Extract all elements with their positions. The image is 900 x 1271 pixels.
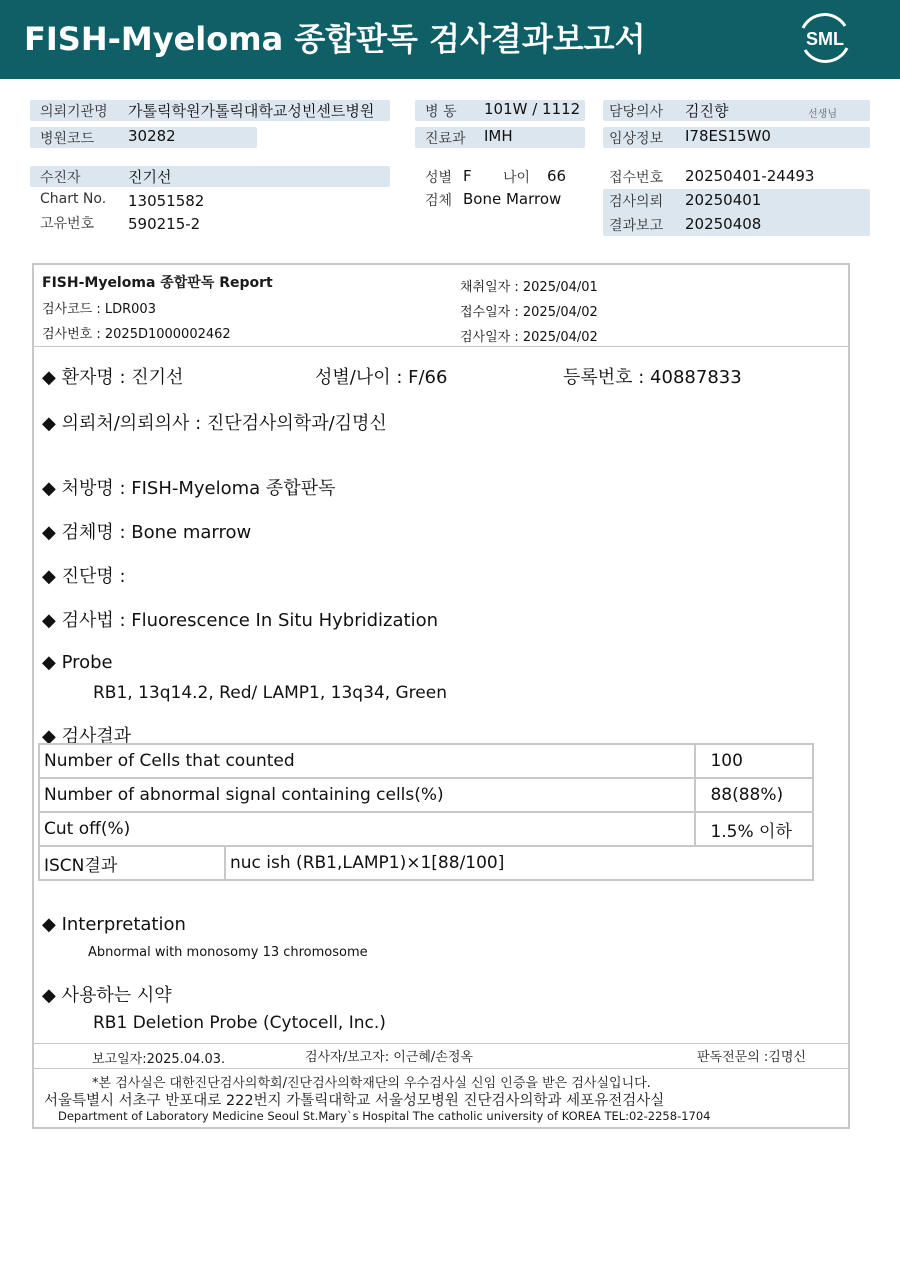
probe-heading-row bbox=[42, 652, 113, 673]
specimen-row bbox=[42, 518, 251, 544]
probe-text: RB1, 13q14.2, Red/ LAMP1, 13q34, Green bbox=[93, 683, 447, 703]
lab-address: 서울특별시 서초구 반포대로 222번지 가톨릭대학교 서울성모병원 진단검사의학과 세포유전검사실 bbox=[44, 1093, 665, 1109]
diamond-bullet: ◆ bbox=[42, 367, 56, 388]
hospital-code-value: 30282 bbox=[128, 127, 176, 145]
interpretation-heading: Interpretation bbox=[61, 914, 186, 935]
diamond-bullet: ◆ bbox=[42, 985, 56, 1006]
unique-label: 고유번호 bbox=[40, 216, 95, 232]
doctor-suffix: 선생님 bbox=[808, 109, 837, 120]
result-date-value: 20250408 bbox=[685, 215, 762, 233]
header-bar bbox=[0, 0, 900, 79]
result-table bbox=[38, 743, 814, 881]
report-header-divider bbox=[34, 346, 848, 347]
diamond-bullet: ◆ bbox=[42, 914, 56, 935]
institution-label: 의뢰기관명 bbox=[40, 104, 108, 120]
sml-logo bbox=[797, 12, 853, 64]
patient-value: 진기선 bbox=[128, 168, 172, 186]
ward-label: 병 동 bbox=[425, 104, 457, 120]
test-code: 검사코드 : LDR003 bbox=[42, 302, 156, 317]
patient-highlight bbox=[30, 166, 390, 187]
diamond-bullet: ◆ bbox=[42, 610, 56, 631]
cutoff-value: 1.5% 이하 bbox=[695, 812, 813, 846]
diamond-bullet: ◆ bbox=[42, 522, 56, 543]
chart-label: Chart No. bbox=[40, 191, 107, 207]
prescription-row bbox=[42, 474, 335, 500]
result-heading: 검사결과 bbox=[61, 726, 132, 747]
method-row bbox=[42, 606, 438, 632]
diamond-bullet: ◆ bbox=[42, 413, 56, 434]
report-date: 보고일자:2025.04.03. bbox=[92, 1052, 226, 1067]
sex-value: F bbox=[463, 167, 472, 185]
reagent-heading-row bbox=[42, 981, 172, 1007]
patient-label: 수진자 bbox=[40, 170, 81, 186]
tester: 검사자/보고자: 이근혜/손정옥 bbox=[305, 1050, 473, 1065]
patient-name-row bbox=[42, 363, 183, 389]
patient-name: 환자명 : 진기선 bbox=[61, 367, 184, 388]
cells-counted-value: 100 bbox=[695, 744, 813, 778]
department-english: Department of Laboratory Medicine Seoul St.Mary`s Hospital The catholic university of KOREA TEL:02-2258-1704 bbox=[58, 1109, 711, 1123]
specialist: 판독전문의 :김명신 bbox=[697, 1050, 806, 1065]
probe-heading: Probe bbox=[61, 652, 113, 673]
report-footer-divider-2 bbox=[34, 1068, 848, 1069]
referrer-row bbox=[42, 409, 387, 435]
specimen-name: 검체명 : Bone marrow bbox=[61, 522, 252, 543]
chart-value: 13051582 bbox=[128, 192, 205, 210]
diamond-bullet: ◆ bbox=[42, 652, 56, 673]
doctor-label: 담당의사 bbox=[609, 104, 664, 120]
reagent-heading: 사용하는 시약 bbox=[61, 985, 172, 1006]
logo-text: SML bbox=[806, 29, 844, 49]
dept-value: IMH bbox=[484, 127, 513, 145]
iscn-value: nuc ish (RB1,LAMP1)×1[88/100] bbox=[225, 846, 813, 880]
prescription: 처방명 : FISH-Myeloma 종합판독 bbox=[61, 478, 336, 499]
request-value: 20250401 bbox=[685, 191, 762, 209]
age-value: 66 bbox=[547, 167, 567, 185]
receipt-date: 접수일자 : 2025/04/02 bbox=[460, 305, 598, 320]
unique-value: 590215-2 bbox=[128, 215, 201, 233]
specimen-label: 검체 bbox=[425, 193, 453, 209]
institution-value: 가톨릭학원가톨릭대학교성빈센트병원 bbox=[128, 102, 375, 120]
table-row bbox=[39, 812, 813, 846]
interpretation-heading-row bbox=[42, 914, 186, 935]
test-method: 검사법 : Fluorescence In Situ Hybridization bbox=[61, 610, 439, 631]
abnormal-cells-label: Number of abnormal signal containing cells(%) bbox=[39, 778, 695, 812]
collect-date: 채취일자 : 2025/04/01 bbox=[460, 280, 598, 295]
age-label: 나이 bbox=[503, 170, 531, 186]
table-row bbox=[39, 778, 813, 812]
dept-label: 진료과 bbox=[425, 131, 466, 147]
diagnosis: 진단명 : bbox=[61, 566, 126, 587]
report-title: FISH-Myeloma 종합판독 Report bbox=[42, 275, 273, 291]
ward-value: 101W / 1112 bbox=[484, 100, 581, 118]
clinical-label: 임상정보 bbox=[609, 131, 664, 147]
sex-label: 성별 bbox=[425, 170, 453, 186]
test-number: 검사번호 : 2025D1000002462 bbox=[42, 327, 231, 342]
diamond-bullet: ◆ bbox=[42, 478, 56, 499]
diamond-bullet: ◆ bbox=[42, 566, 56, 587]
iscn-label: ISCN결과 bbox=[39, 846, 225, 880]
reagent-text: RB1 Deletion Probe (Cytocell, Inc.) bbox=[93, 1013, 386, 1033]
sex-age: 성별/나이 : F/66 bbox=[315, 367, 448, 388]
diamond-bullet: ◆ bbox=[42, 726, 56, 747]
report-footer-divider bbox=[34, 1043, 848, 1044]
hospital-code-label: 병원코드 bbox=[40, 131, 95, 147]
registration-number: 등록번호 : 40887833 bbox=[563, 367, 742, 388]
request-label: 검사의뢰 bbox=[609, 194, 664, 210]
cutoff-label: Cut off(%) bbox=[39, 812, 695, 846]
interpretation-text: Abnormal with monosomy 13 chromosome bbox=[88, 945, 368, 960]
result-date-label: 결과보고 bbox=[609, 218, 664, 234]
clinical-value: I78ES15W0 bbox=[685, 127, 771, 145]
cells-counted-label: Number of Cells that counted bbox=[39, 744, 695, 778]
doctor-value: 김진향 bbox=[685, 102, 729, 120]
page-title: FISH-Myeloma 종합판독 검사결과보고서 bbox=[24, 20, 646, 58]
receipt-no-value: 20250401-24493 bbox=[685, 167, 815, 185]
referrer: 의뢰처/의뢰의사 : 진단검사의학과/김명신 bbox=[61, 413, 387, 434]
abnormal-cells-value: 88(88%) bbox=[695, 778, 813, 812]
test-date: 검사일자 : 2025/04/02 bbox=[460, 330, 598, 345]
specimen-value: Bone Marrow bbox=[463, 190, 562, 208]
certification-note: *본 검사실은 대한진단검사의학회/진단검사의학재단의 우수검사실 신임 인증을 받은 검사실입니다. bbox=[92, 1076, 651, 1091]
table-row bbox=[39, 846, 813, 880]
receipt-no-label: 접수번호 bbox=[609, 170, 664, 186]
table-row bbox=[39, 744, 813, 778]
diagnosis-row bbox=[42, 562, 126, 588]
